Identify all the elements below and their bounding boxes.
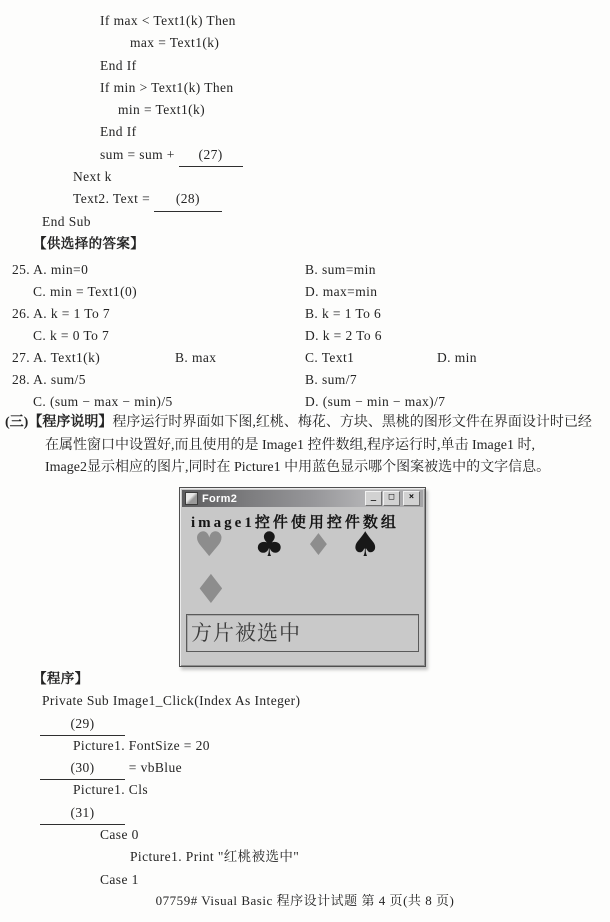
answer-option: D. k = 2 To 6 (305, 328, 382, 343)
code-block-top (0, 10, 610, 255)
code-text: If min > Text1(k) Then (100, 79, 234, 95)
code-text: Text2. Text = (73, 191, 154, 207)
answer-option: 28. A. sum/5 (12, 372, 86, 387)
answer-option: 26. A. k = 1 To 7 (12, 306, 111, 321)
program-block (0, 668, 610, 891)
answer-choices (0, 259, 610, 413)
spade-suit-image[interactable]: ♠ (350, 525, 381, 565)
heart-suit-image[interactable]: ♥ (194, 525, 225, 565)
code-text: Case 0 (100, 827, 139, 843)
diamond-suit-image[interactable]: ♦ (305, 528, 332, 563)
code-line (0, 10, 610, 32)
code-line (0, 735, 610, 757)
answers-header: 【供选择的答案】 (33, 235, 145, 251)
blank-30: (30) (40, 757, 125, 780)
code-text: Picture1. Print "红桃被选中" (130, 849, 300, 865)
code-text: End Sub (42, 213, 91, 229)
code-line (0, 779, 610, 801)
blank-28: (28) (154, 188, 222, 211)
answer-option: D. max=min (305, 284, 378, 299)
code-line (0, 188, 610, 210)
answer-line (0, 347, 610, 369)
code-line (0, 757, 610, 779)
picture1-text: 方片被选中 (191, 621, 301, 645)
code-line (0, 32, 610, 54)
code-line (0, 846, 610, 868)
code-line (0, 690, 610, 712)
code-line (0, 166, 610, 188)
code-text: If max < Text1(k) Then (100, 13, 236, 28)
code-line (0, 99, 610, 121)
answer-option: B. sum/7 (305, 372, 357, 387)
code-text: sum = sum + (100, 146, 179, 162)
form2-window (179, 487, 426, 667)
code-text: Case 1 (100, 871, 139, 887)
code-text: = vbBlue (125, 760, 183, 776)
blank-27: (27) (179, 144, 243, 167)
answer-option: D. min (437, 350, 477, 365)
answer-line (0, 369, 610, 391)
maximize-button[interactable]: □ (383, 491, 400, 506)
description-line (0, 412, 610, 435)
answer-option: B. sum=min (305, 262, 376, 277)
code-line (0, 824, 610, 846)
code-line (0, 211, 610, 233)
answer-option: C. k = 0 To 7 (33, 328, 110, 343)
answer-option: C. (sum − max − min)/5 (33, 394, 173, 409)
code-text: Next k (73, 169, 112, 185)
description-line: Image2显示相应的图片,同时在 Picture1 中用蓝色显示哪个图案被选中的文字信息。 (45, 460, 551, 476)
program-description (0, 412, 610, 480)
code-text: min = Text1(k) (118, 102, 206, 118)
code-text: max = Text1(k) (130, 35, 220, 51)
answer-option: B. k = 1 To 6 (305, 306, 382, 321)
code-text: End If (100, 57, 137, 73)
picture1-box (186, 614, 419, 652)
description-text: 程序运行时界面如下图,红桃、梅花、方块、黑桃的图形文件在界面设计时已经 (112, 415, 592, 430)
answer-option: C. min = Text1(0) (33, 284, 138, 299)
form-icon (185, 492, 198, 505)
code-text: End If (100, 124, 137, 140)
club-suit-image[interactable]: ♣ (254, 525, 285, 565)
code-line (0, 121, 610, 143)
code-text: Picture1. FontSize = 20 (73, 737, 210, 753)
minimize-button[interactable]: _ (365, 491, 382, 506)
blank-29: (29) (40, 713, 125, 736)
code-text: Private Sub Image1_Click(Index As Integer) (42, 693, 301, 709)
answer-option: B. max (175, 350, 217, 365)
answer-option: D. (sum − min − max)/7 (305, 394, 446, 409)
answer-option: 25. A. min=0 (12, 262, 89, 277)
answer-option: C. Text1 (305, 350, 355, 365)
code-line (0, 144, 610, 166)
answer-line (0, 281, 610, 303)
answer-line (0, 303, 610, 325)
answer-option: 27. A. Text1(k) (12, 350, 101, 365)
title-bar (182, 490, 423, 507)
close-button[interactable]: × (403, 491, 420, 506)
blank-31: (31) (40, 802, 125, 825)
answer-line (0, 391, 610, 413)
answer-line (0, 259, 610, 281)
program-header: 【程序】 (33, 671, 89, 686)
code-line (0, 55, 610, 77)
window-buttons (365, 491, 420, 506)
code-line (0, 802, 610, 824)
code-line (0, 713, 610, 735)
description-label: (三)【程序说明】 (5, 415, 113, 430)
page-footer: 07759# Visual Basic 程序设计试题 第 4 页(共 8 页) (155, 893, 455, 908)
description-line: 在属性窗口中设置好,而且使用的是 Image1 控件数组,程序运行时,单击 Image1 时, (45, 437, 535, 453)
answer-line (0, 325, 610, 347)
code-line (0, 77, 610, 99)
selected-suit-image: ♦ (193, 567, 229, 613)
form-heading-label: image1控件使用控件数组 (191, 515, 399, 531)
code-text: Picture1. Cls (73, 782, 149, 798)
code-line (0, 869, 610, 891)
window-title: Form2 (202, 492, 238, 505)
